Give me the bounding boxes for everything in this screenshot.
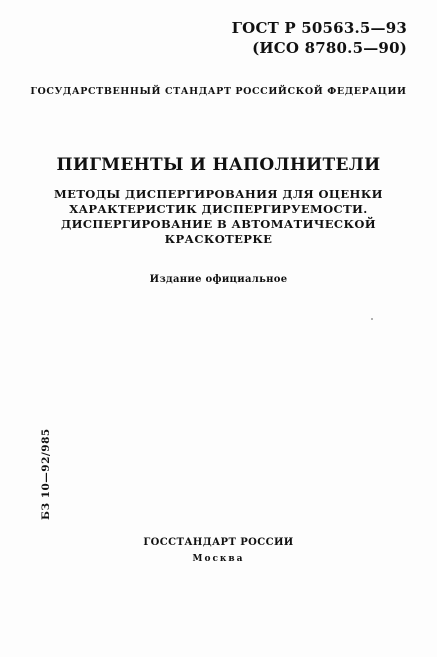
subtitle-line: КРАСКОТЕРКЕ — [164, 232, 273, 246]
subtitle-line: ХАРАКТЕРИСТИК ДИСПЕРГИРУЕМОСТИ. — [69, 202, 368, 216]
side-catalog-code: БЗ 10—92/985 — [40, 428, 52, 520]
subtitle-line: ДИСПЕРГИРОВАНИЕ В АВТОМАТИЧЕСКОЙ — [60, 217, 377, 231]
document-subtitle — [0, 187, 437, 247]
standard-number: ГОСТ Р 50563.5—93 — [231, 19, 407, 37]
print-speck — [371, 318, 373, 320]
document-title: ПИГМЕНТЫ И НАПОЛНИТЕЛИ — [56, 155, 381, 175]
iso-number: (ИСО 8780.5—90) — [252, 39, 407, 57]
state-standard-heading: ГОСУДАРСТВЕННЫЙ СТАНДАРТ РОССИЙСКОЙ ФЕДЕРАЦИИ — [30, 86, 407, 97]
standard-designation — [232, 18, 407, 58]
edition-note: Издание официальное — [149, 274, 288, 285]
publisher-name: ГОССТАНДАРТ РОССИИ — [143, 537, 294, 548]
subtitle-line: МЕТОДЫ ДИСПЕРГИРОВАНИЯ ДЛЯ ОЦЕНКИ — [54, 187, 383, 201]
publisher-city: Москва — [192, 554, 245, 564]
